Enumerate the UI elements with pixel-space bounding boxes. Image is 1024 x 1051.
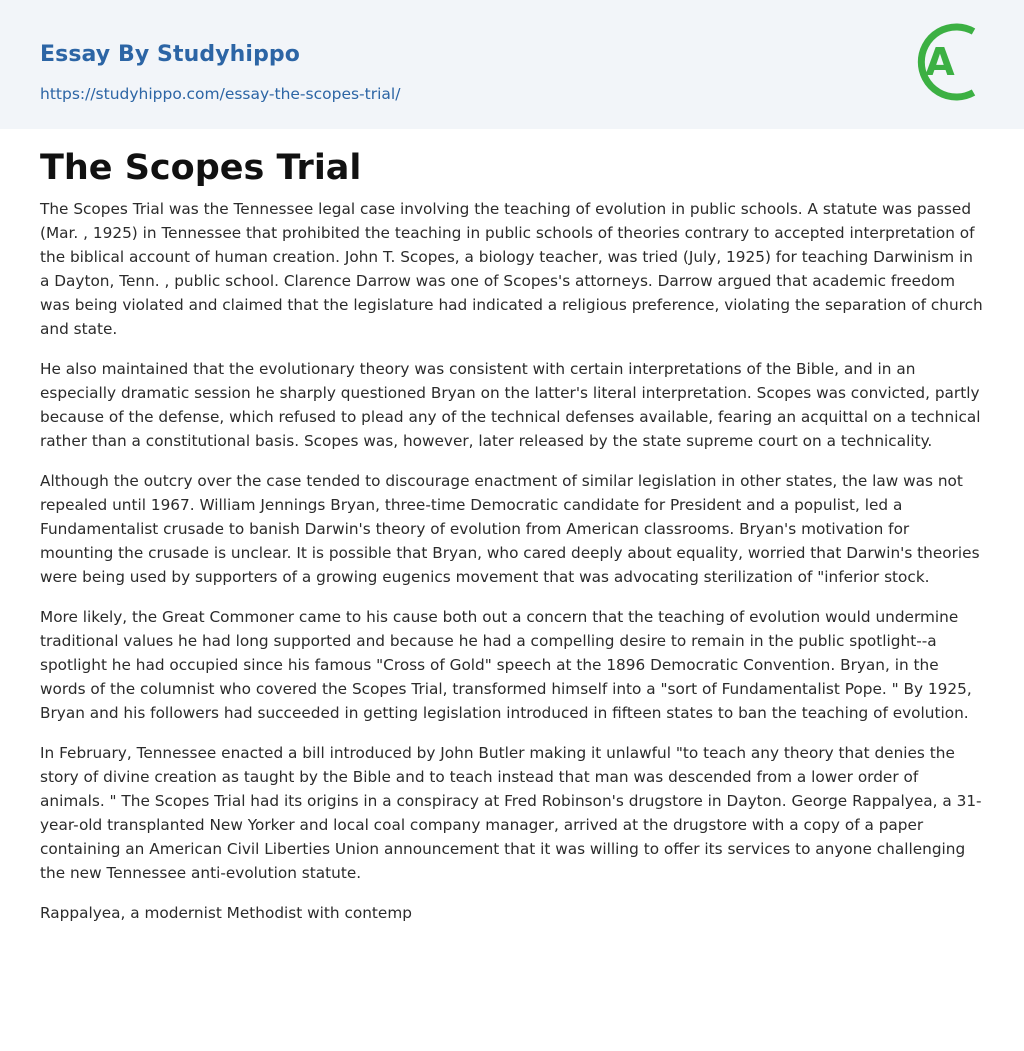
site-brand: Essay By Studyhippo	[40, 42, 300, 67]
logo-icon	[912, 19, 988, 107]
article-paragraph: The Scopes Trial was the Tennessee legal case involving the teaching of evolution in public schools. A statute was passed (Mar. , 1925) in Tennessee that prohibited the teaching in public schools of theories contrary to accepted interpretation of the biblical account of human creation. John T. Scopes, a biology teacher, was tried (July, 1925) for teaching Darwinism in a Dayton, Tenn. , public school. Clarence Darrow was one of Scopes's attorneys. Darrow argued that academic freedom was being violated and claimed that the legislature had indicated a religious preference, violating the separation of church and state.	[40, 200, 983, 338]
studyhippo-logo[interactable]	[912, 19, 988, 107]
article-paragraph: More likely, the Great Commoner came to his cause both out a concern that the teaching of evolution would undermine traditional values he had long supported and because he had a compelling desire to remain in the public spotlight--a spotlight he had occupied since his famous "Cross of Gold" speech at the 1896 Democratic Convention. Bryan, in the words of the columnist who covered the Scopes Trial, transformed himself into a "sort of Fundamentalist Pope. " By 1925, Bryan and his followers had succeeded in getting legislation introduced in fifteen states to ban the teaching of evolution.	[40, 608, 972, 722]
article	[0, 129, 1024, 925]
page-title: The Scopes Trial	[40, 148, 362, 188]
site-header	[0, 0, 1024, 129]
article-paragraph: In February, Tennessee enacted a bill introduced by John Butler making it unlawful "to teach any theory that denies the story of divine creation as taught by the Bible and to teach instead that man was descended from a lower order of animals. " The Scopes Trial had its origins in a conspiracy at Fred Robinson's drugstore in Dayton. George Rappalyea, a 31-year-old transplanted New Yorker and local coal company manager, arrived at the drugstore with a copy of a paper containing an American Civil Liberties Union announcement that it was willing to offer its services to anyone challenging the new Tennessee anti-evolution statute.	[40, 744, 982, 882]
source-url-link[interactable]: https://studyhippo.com/essay-the-scopes-trial/	[40, 85, 401, 103]
article-paragraph: Although the outcry over the case tended to discourage enactment of similar legislation in other states, the law was not repealed until 1967. William Jennings Bryan, three-time Democratic candidate for President and a populist, led a Fundamentalist crusade to banish Darwin's theory of evolution from American classrooms. Bryan's motivation for mounting the crusade is unclear. It is possible that Bryan, who cared deeply about equality, worried that Darwin's theories were being used by supporters of a growing eugenics movement that was advocating sterilization of "inferior stock.	[40, 472, 980, 586]
article-paragraph: He also maintained that the evolutionary theory was consistent with certain interpretations of the Bible, and in an especially dramatic session he sharply questioned Bryan on the latter's literal interpretation. Scopes was convicted, partly because of the defense, which refused to plead any of the technical defenses available, fearing an acquittal on a technical rather than a constitutional basis. Scopes was, however, later released by the state supreme court on a technicality.	[40, 360, 981, 450]
logo-letter: A	[925, 40, 955, 84]
article-paragraph: Rappalyea, a modernist Methodist with contemp	[40, 904, 412, 922]
